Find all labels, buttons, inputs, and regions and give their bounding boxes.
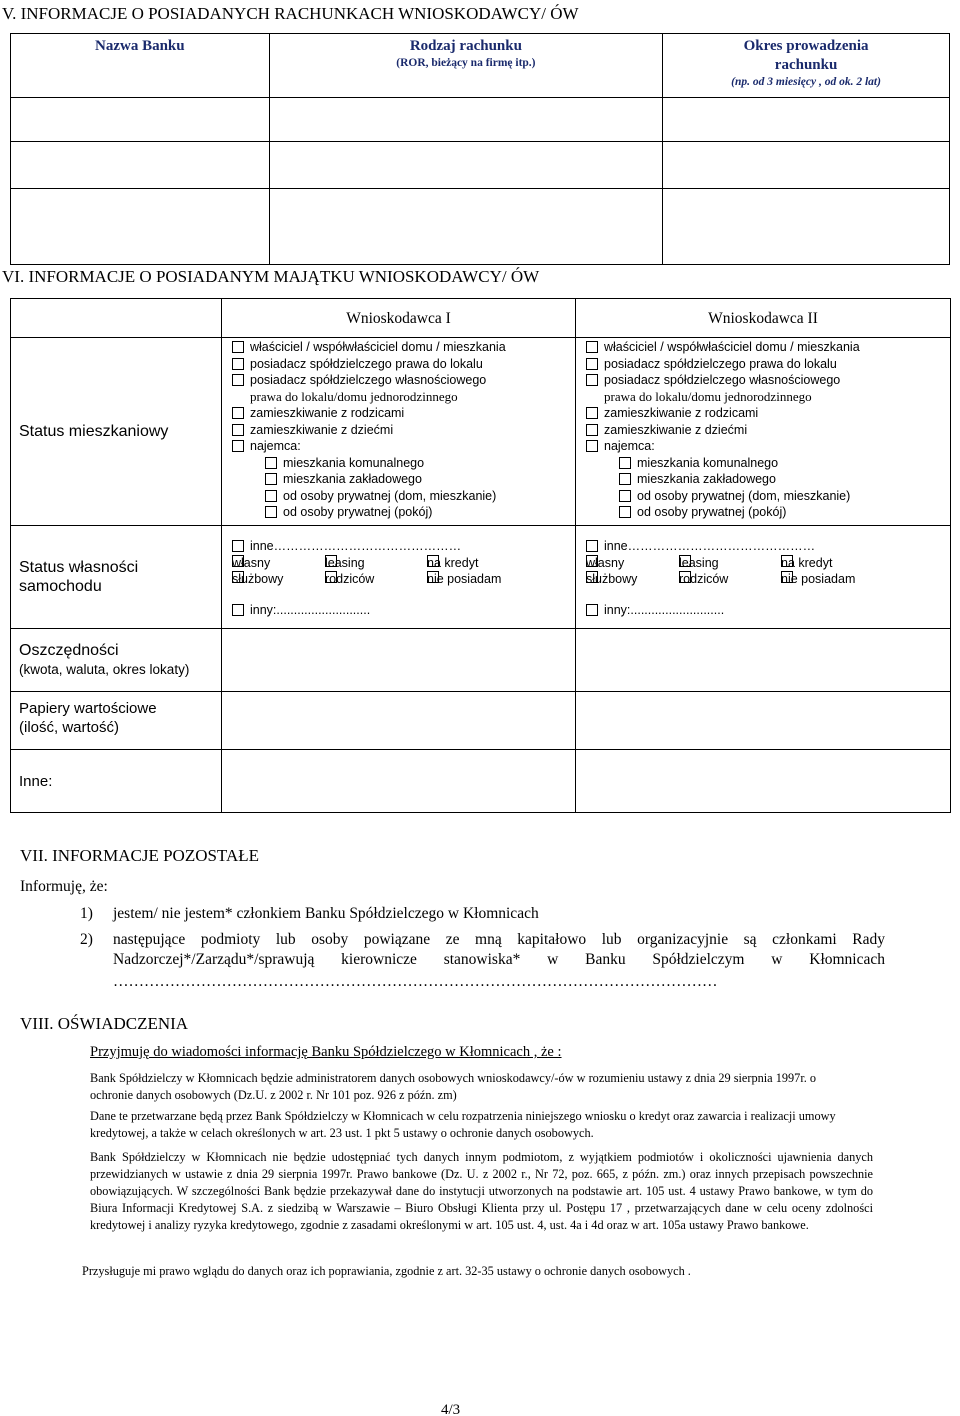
checkbox[interactable]	[232, 440, 244, 452]
car-row-2: służbowy rodziców nie posiadam	[586, 572, 856, 586]
housing-children-option[interactable]: zamieszkiwanie z dziećmi	[586, 422, 950, 439]
assets-table	[10, 298, 951, 813]
housing-private-house-option[interactable]: od osoby prywatnej (dom, mieszkanie)	[232, 488, 575, 505]
checkbox[interactable]	[586, 341, 598, 353]
housing-tenant-option[interactable]: najemca:	[586, 438, 950, 455]
section-7-title: VII. INFORMACJE POZOSTAŁE	[20, 846, 260, 865]
housing-status-label: Status mieszkaniowy	[19, 423, 169, 440]
item-1-number: 1)	[80, 905, 93, 922]
checkbox[interactable]	[265, 473, 277, 485]
housing-municipal-option[interactable]: mieszkania komunalnego	[232, 455, 575, 472]
account-period-cell[interactable]	[663, 142, 950, 189]
car-options-2	[576, 526, 951, 629]
item-1-text: jestem/ nie jestem* członkiem Banku Spółdzielczego w Kłomnicach	[113, 905, 539, 922]
account-type-cell[interactable]	[269, 189, 662, 265]
savings-sublabel: (kwota, waluta, okres lokaty)	[19, 662, 190, 677]
checkbox[interactable]	[619, 490, 631, 502]
checkbox[interactable]	[586, 358, 598, 370]
checkbox[interactable]	[265, 506, 277, 518]
declaration-paragraph-1: Bank Spółdzielczy w Kłomnicach będzie administratorem danych osobowych wnioskodawcy/-ów w rozumieniu ustawy z dnia 29 sierpnia 1997r. o ochronie danych osobowych (Dz.U. z 2002 r. Nr 101 poz. 926 z późn. zm)	[90, 1071, 817, 1102]
housing-private-house-option[interactable]: od osoby prywatnej (dom, mieszkanie)	[586, 488, 950, 505]
account-period-cell[interactable]	[663, 189, 950, 265]
bank-name-cell[interactable]	[11, 189, 270, 265]
checkbox[interactable]	[232, 424, 244, 436]
housing-company-option[interactable]: mieszkania zakładowego	[586, 471, 950, 488]
account-type-cell[interactable]	[269, 98, 662, 142]
section-5-title: V. INFORMACJE O POSIADANYCH RACHUNKACH WNIOSKODAWCY/ ÓW	[2, 4, 579, 23]
account-period-cell[interactable]	[663, 98, 950, 142]
checkbox[interactable]	[232, 604, 244, 616]
housing-parents-option[interactable]: zamieszkiwanie z rodzicami	[232, 405, 575, 422]
car-row-1: własny leasing na kredyt	[232, 555, 479, 570]
housing-private-room-option[interactable]: od osoby prywatnej (pokój)	[232, 504, 575, 521]
housing-coop-own-option[interactable]: posiadacz spółdzielczego własnościowego	[232, 372, 575, 389]
checkbox[interactable]	[232, 341, 244, 353]
checkbox[interactable]	[586, 374, 598, 386]
car-other-option[interactable]: inny:...........................	[586, 602, 950, 619]
section-7-intro: Informuję, że:	[20, 878, 108, 895]
item-2-line-1: następujące podmioty lub osoby powiązane ze mną kapitałowo lub organizacyjnie są członkami Rady	[113, 931, 885, 948]
checkbox[interactable]	[619, 457, 631, 469]
item-2-line-2: Nadzorczej*/Zarządu*/sprawują kierownicze stanowiska* w Banku Spółdzielczym w Kłomnicach	[113, 951, 885, 968]
col-account-type: Rodzaj rachunku (ROR, bieżący na firmę itp.)	[269, 34, 662, 98]
housing-private-room-option[interactable]: od osoby prywatnej (pokój)	[586, 504, 950, 521]
checkbox[interactable]	[586, 440, 598, 452]
page-number: 4/3	[441, 1402, 461, 1416]
car-row-2: służbowy rodziców nie posiadam	[232, 572, 502, 586]
savings-label: Oszczędności	[19, 642, 119, 659]
bank-name-cell[interactable]	[11, 98, 270, 142]
checkbox[interactable]	[586, 424, 598, 436]
other-assets-cell-1[interactable]	[222, 750, 576, 813]
securities-sublabel: (ilość, wartość)	[19, 719, 120, 736]
accounts-table	[10, 33, 950, 265]
housing-owner-option[interactable]: właściciel / współwłaściciel domu / mieszkania	[586, 339, 950, 356]
housing-owner-option[interactable]: właściciel / współwłaściciel domu / mieszkania	[232, 339, 575, 356]
car-status-label: Status własności samochodu	[19, 559, 139, 595]
checkbox[interactable]	[586, 540, 598, 552]
securities-cell-1[interactable]	[222, 692, 576, 750]
other-assets-cell-2[interactable]	[576, 750, 951, 813]
item-2-blank-line[interactable]: ………………………………………………………………………………………………………	[113, 973, 718, 990]
housing-other-option[interactable]: inne………………………………………	[232, 538, 575, 555]
car-other-option[interactable]: inny:...........................	[232, 602, 575, 619]
housing-coop-own-option[interactable]: posiadacz spółdzielczego własnościowego	[586, 372, 950, 389]
housing-parents-option[interactable]: zamieszkiwanie z rodzicami	[586, 405, 950, 422]
section-8-title: VIII. OŚWIADCZENIA	[20, 1014, 189, 1033]
checkbox[interactable]	[619, 506, 631, 518]
housing-coop-own-cont: prawa do lokalu/domu jednorodzinnego	[250, 388, 458, 404]
car-options-1	[222, 526, 576, 629]
declaration-paragraph-4: Przysługuje mi prawo wglądu do danych oraz ich poprawiania, zgodnie z art. 32-35 ustawy o ochronie danych osobowych .	[82, 1264, 691, 1278]
housing-coop-right-option[interactable]: posiadacz spółdzielczego prawa do lokalu	[232, 356, 575, 373]
housing-tenant-option[interactable]: najemca:	[232, 438, 575, 455]
car-row-1: własny leasing na kredyt	[586, 555, 833, 570]
housing-municipal-option[interactable]: mieszkania komunalnego	[586, 455, 950, 472]
checkbox[interactable]	[232, 407, 244, 419]
item-2-number: 2)	[80, 931, 93, 948]
housing-options-1	[222, 338, 576, 526]
bank-name-cell[interactable]	[11, 142, 270, 189]
section-6-title: VI. INFORMACJE O POSIADANYM MAJĄTKU WNIOSKODAWCY/ ÓW	[2, 267, 540, 286]
declaration-paragraph-3: Bank Spółdzielczy w Kłomnicach nie będzie udostępniać tych danych innym podmiotom, z wyjątkiem podmiotów i okoliczności ujawnienia danych przewidzianych w ustawie z dnia 29 sierpnia 1997r. Prawo bankowe (Dz. U. z 2002 r., Nr 72, poz. 665, z późn. zm.) oraz innych przepisach powszechnie obowiązujących. W szczególności Bank będzie przekazywał dane do instytucji utworzonych na podstawie art. 105 ust. 4 ustawy Prawo bankowe, w tym do Biura Informacji Kredytowej S.A. z siedzibą w Warszawie – Biuro Obsługi Klienta przy ul. Postępu 17 , przetwarzających dane w celu oceny zdolności kredytowej i analizy ryzyka kredytowego, zgodnie z zasadami określonymi w art. 105 ust. 4, ust. 4a i 4d oraz w art. 105a ustawy Prawo bankowe.	[90, 1150, 873, 1232]
checkbox[interactable]	[586, 604, 598, 616]
checkbox[interactable]	[232, 540, 244, 552]
applicant-2-header: Wnioskodawca II	[576, 299, 951, 338]
securities-label: Papiery wartościowe	[19, 700, 157, 717]
checkbox[interactable]	[232, 358, 244, 370]
applicant-1-header: Wnioskodawca I	[222, 299, 576, 338]
checkbox[interactable]	[619, 473, 631, 485]
other-assets-label: Inne:	[19, 773, 53, 790]
securities-cell-2[interactable]	[576, 692, 951, 750]
col-account-period: Okres prowadzenia rachunku (np. od 3 miesięcy , od ok. 2 lat)	[663, 34, 950, 98]
housing-options-2	[576, 338, 951, 526]
checkbox[interactable]	[586, 407, 598, 419]
account-type-cell[interactable]	[269, 142, 662, 189]
savings-cell-1[interactable]	[222, 629, 576, 692]
checkbox[interactable]	[265, 457, 277, 469]
checkbox[interactable]	[232, 374, 244, 386]
col-bank-name: Nazwa Banku	[11, 34, 270, 98]
housing-other-option[interactable]: inne………………………………………	[586, 538, 950, 555]
savings-cell-2[interactable]	[576, 629, 951, 692]
housing-coop-own-cont: prawa do lokalu/domu jednorodzinnego	[604, 388, 812, 404]
housing-company-option[interactable]: mieszkania zakładowego	[232, 471, 575, 488]
declaration-paragraph-2: Dane te przetwarzane będą przez Bank Spółdzielczy w Kłomnicach w celu rozpatrzenia niniejszego wniosku o kredyt oraz zawarcia i realizacji umowy kredytowej, a także w celach określonych w art. 23 ust. 1 pkt 5 ustawy o ochronie danych osobowych.	[90, 1109, 836, 1140]
housing-children-option[interactable]: zamieszkiwanie z dziećmi	[232, 422, 575, 439]
checkbox[interactable]	[265, 490, 277, 502]
declaration-heading: Przyjmuję do wiadomości informację Banku Spółdzielczego w Kłomnicach , że :	[90, 1044, 562, 1060]
housing-coop-right-option[interactable]: posiadacz spółdzielczego prawa do lokalu	[586, 356, 950, 373]
